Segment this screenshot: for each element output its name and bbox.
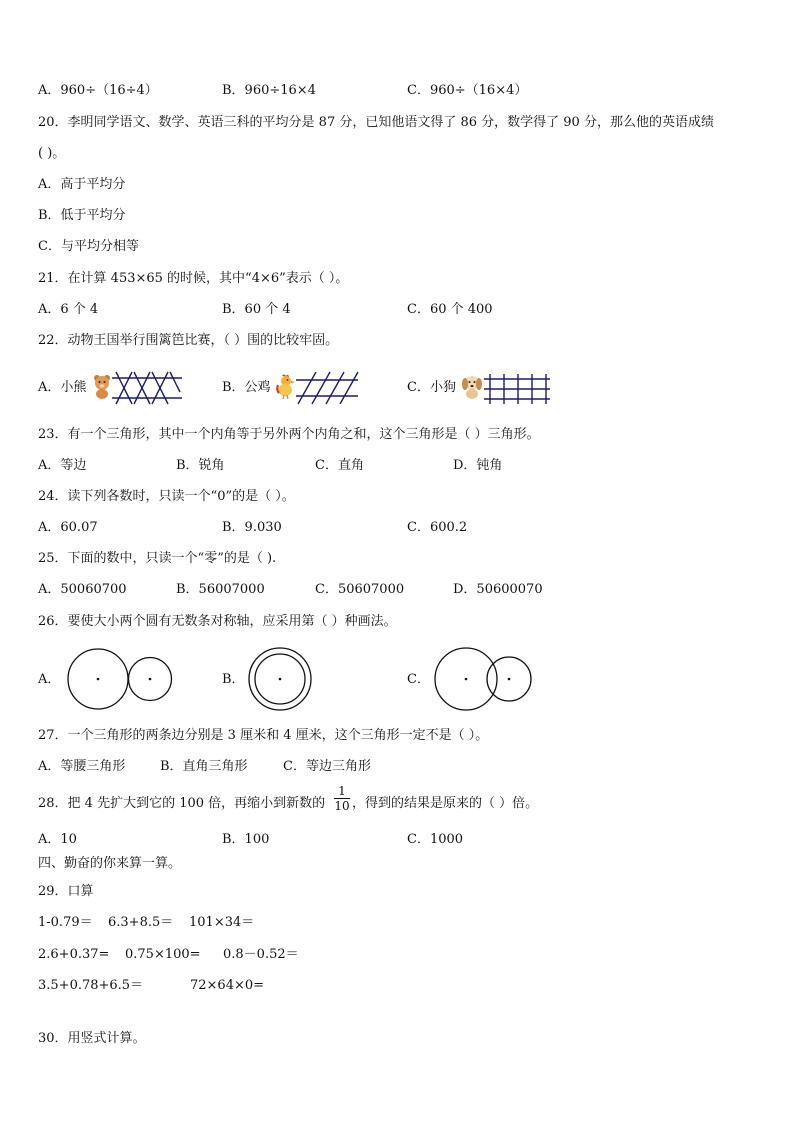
q22-option-b: B．公鸡 <box>222 380 271 395</box>
q29-r2-item-2: 0.75×100= <box>125 947 201 962</box>
q20-option-c: C．与平均分相等 <box>38 239 139 254</box>
q26-option-b: B． <box>222 672 245 687</box>
q19-option-c: C．960÷（16×4） <box>407 83 528 98</box>
q21-stem: 21．在计算 453×65 的时候，其中“4×6”表示（ ）。 <box>38 271 349 286</box>
fence-b-slanted <box>296 372 362 404</box>
q28-stem-pre: 28．把 4 先扩大到它的 100 倍，再缩小到新数的 <box>38 796 326 811</box>
q25-stem: 25．下面的数中，只读一个“零”的是（ ). <box>38 551 277 566</box>
q30-title: 30．用竖式计算。 <box>38 1031 146 1046</box>
q29-r3-item-2: 72×64×0= <box>190 978 265 993</box>
q19-option-b: B．960÷16×4 <box>222 83 316 98</box>
dog-icon <box>461 374 483 400</box>
q25-option-a: A．50060700 <box>38 582 127 597</box>
q22-option-c: C．小狗 <box>407 380 456 395</box>
bear-icon <box>92 374 112 400</box>
q26-option-c: C． <box>407 672 430 687</box>
q24-option-b: B．9.030 <box>222 520 282 535</box>
q27-option-b: B．直角三角形 <box>160 759 248 774</box>
q28-stem-post: ，得到的结果是原来的（ ）倍。 <box>352 796 539 811</box>
q29-r1-item-2: 6.3+8.5＝ <box>108 915 174 930</box>
q29-r1-item-1: 1-0.79＝ <box>38 915 93 930</box>
q26-stem: 26．要使大小两个圆有无数条对称轴，应采用第（ ）种画法。 <box>38 614 397 629</box>
q28-option-b: B．100 <box>222 832 270 847</box>
q24-option-a: A．60.07 <box>38 520 98 535</box>
fence-a-crossed <box>112 372 182 404</box>
q23-option-c: C．直角 <box>315 458 364 473</box>
q29-r1-item-3: 101×34＝ <box>189 915 255 930</box>
q22-stem: 22．动物王国举行围篱笆比赛，（ ）围的比较牢固。 <box>38 333 339 348</box>
q23-option-d: D．钝角 <box>453 458 503 473</box>
q21-option-b: B．60 个 4 <box>222 302 291 317</box>
section-4-heading: 四、勤奋的你来算一算。 <box>38 856 182 871</box>
q19-option-a: A．960÷（16÷4） <box>38 83 158 98</box>
q27-option-c: C．等边三角形 <box>283 759 371 774</box>
q26-option-a: A． <box>38 672 61 687</box>
q22-option-a: A．小熊 <box>38 380 87 395</box>
q21-option-c: C．60 个 400 <box>407 302 493 317</box>
q28-option-a: A．10 <box>38 832 77 847</box>
q25-option-b: B．56007000 <box>176 582 265 597</box>
q23-stem: 23．有一个三角形，其中一个内角等于另外两个内角之和，这个三角形是（ ）三角形。 <box>38 427 540 442</box>
q25-option-d: D．50600070 <box>453 582 543 597</box>
q28-fraction <box>334 784 350 813</box>
q24-stem: 24．读下列各数时，只读一个“0”的是（ ）。 <box>38 489 295 504</box>
q20-stem-cont: ( )。 <box>38 146 66 161</box>
fence-c-grid <box>484 374 550 404</box>
q20-option-b: B．低于平均分 <box>38 208 126 223</box>
q20-option-a: A．高于平均分 <box>38 177 126 192</box>
q24-option-c: C．600.2 <box>407 520 468 535</box>
q25-option-c: C．50607000 <box>315 582 405 597</box>
q21-option-a: A．6 个 4 <box>38 302 99 317</box>
q23-option-b: B．锐角 <box>176 458 225 473</box>
circles-a-tangent <box>66 648 178 710</box>
q23-option-a: A．等边 <box>38 458 87 473</box>
q29-r3-item-1: 3.5+0.78+6.5＝ <box>38 978 144 993</box>
q28-fraction-numerator: 1 <box>334 784 350 799</box>
rooster-icon <box>276 373 296 399</box>
q27-stem: 27．一个三角形的两条边分别是 3 厘米和 4 厘米，这个三角形一定不是（ ）。 <box>38 728 489 743</box>
q29-r2-item-1: 2.6+0.37= <box>38 947 110 962</box>
circles-b-concentric <box>248 647 312 711</box>
q20-stem: 20．李明同学语文、数学、英语三科的平均分是 87 分，已知他语文得了 86 分，数学得了 90 分，那么他的英语成绩 <box>38 115 714 130</box>
q28-fraction-denominator: 10 <box>334 799 350 813</box>
q27-option-a: A．等腰三角形 <box>38 759 126 774</box>
q29-title: 29．口算 <box>38 884 94 899</box>
circles-c-intersecting <box>434 647 534 711</box>
q29-r2-item-3: 0.8－0.52＝ <box>223 947 299 962</box>
q28-option-c: C．1000 <box>407 832 464 847</box>
